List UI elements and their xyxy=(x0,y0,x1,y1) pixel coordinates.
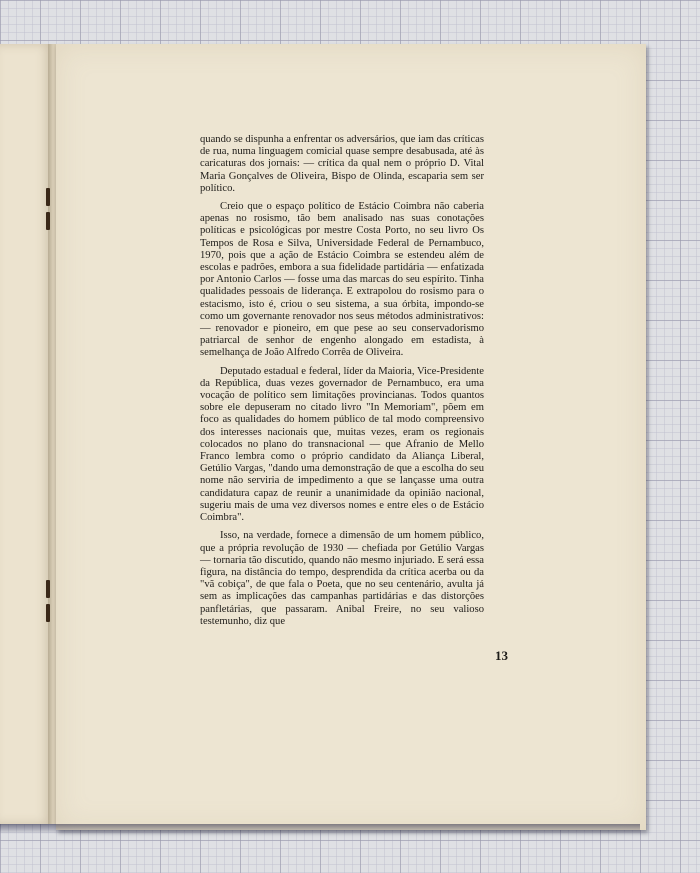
paragraph-3: Deputado estadual e federal, líder da Maioria, Vice-Presidente da República, duas vezes governador de Pernambuco, era uma vocação de político sem limitações provincianas. Todos quantos sobre ele depuseram no citado livro "In Memoriam", põem em foco as qualidades do homem público de tal modo compreensivo dos interesses nacionais que, muitas vezes, eram os regionais colocados no plano do transnacional — que Afranio de Mello Franco lembra como o próprio candidato da Aliança Liberal, Getúlio Vargas, "dando uma demonstração de que a escolha do seu nome não serviria de impedimento a que se lançasse uma outra candidatura capaz de reunir a unanimidade da opinião nacional, sugeriu mais de uma vez diversos nomes e entre eles o de Estácio Coimbra". xyxy=(200,365,484,524)
page-number: 13 xyxy=(495,648,508,663)
staple-bottom-b xyxy=(46,604,50,622)
staple-top-a xyxy=(46,188,50,206)
body-text xyxy=(200,134,484,634)
staple-bottom-a xyxy=(46,580,50,598)
paragraph-2: Creio que o espaço político de Estácio Coimbra não caberia apenas no rosismo, tão bem analisado nas suas conotações políticas e psicológicas por mestre Costa Porto, no seu livro Os Tempos de Rosa e Silva, Universidade Federal de Pernambuco, 1970, pois que a ação de Estácio Coimbra se estendeu além de escolas e padrões, embora a sua fidelidade partidária — enfatizada por Antonio Carlos — fosse uma das marcas do seu espírito. Tinha qualidades pessoais de liderança. E extrapolou do rosismo para o estacismo, isto é, criou o seu sistema, a sua órbita, impondo-se como um governante renovador nos seus métodos administrativos: — renovador e pioneiro, em que pese ao seu conservadorismo patriarcal de senhor de engenho alongado em estadista, à semelhança de João Alfredo Corrêa de Oliveira. xyxy=(200,201,484,359)
staple-top-b xyxy=(46,212,50,230)
page-shadow xyxy=(0,824,640,834)
paragraph-4: Isso, na verdade, fornece a dimensão de um homem público, que a própria revolução de 1930 — chefiada por Getúlio Vargas — tornaria tão discutido, quando não mesmo injuriado. E será essa figura, na distância do tempo, desprendida da crítica acerba ou da "vã cobiça", de que fala o Poeta, que no seu centenário, avulta já sem as implicações das campanhas partidárias e das distorções panfletárias, que passaram. Anibal Freire, no seu valioso testemunho, diz que xyxy=(200,530,484,627)
paragraph-1: quando se dispunha a enfrentar os adversários, que iam das críticas de rua, numa linguagem comicial quase sempre desabusada, até às caricaturas dos jornais: — crítica da qual nem o próprio D. Vital Maria Gonçalves de Oliveira, Bispo de Olinda, escaparia sem ser político. xyxy=(200,134,484,194)
left-page xyxy=(0,44,52,824)
